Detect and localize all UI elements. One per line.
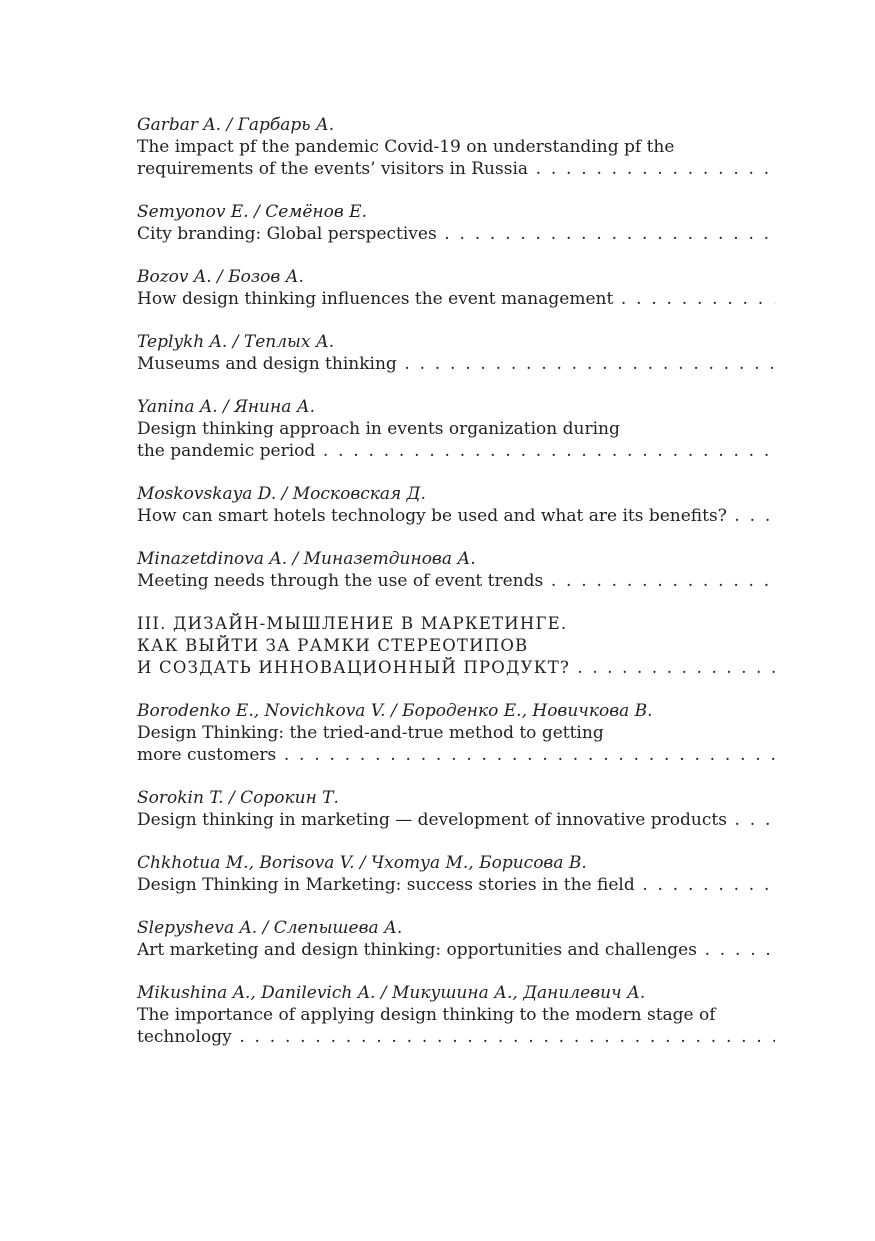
toc-entry-author: Garbar A. / Гарбарь А. — [137, 115, 335, 135]
toc-entry[interactable] — [137, 852, 775, 896]
toc-entry-author: Mikushina A., Danilevich A. / Микушина А., Данилевич А. — [137, 983, 646, 1003]
section-heading-line: КАК ВЫЙТИ ЗА РАМКИ СТЕРЕОТИПОВ — [137, 636, 529, 655]
toc-entry-title-line: Art marketing and design thinking: opportunities and challenges . . . — [137, 939, 775, 961]
section-heading-line: III. ДИЗАЙН-МЫШЛЕНИЕ В МАРКЕТИНГЕ. — [137, 614, 568, 633]
toc-entry-title-line: Design Thinking: the tried-and-true method to getting — [137, 723, 604, 743]
toc-entry-author: Moskovskaya D. / Московская Д. — [137, 484, 426, 504]
toc-entry-title-line: City branding: Global perspectives . . . — [137, 223, 775, 245]
toc-entry-title-line: Design Thinking in Marketing: success stories in the field . . . — [137, 874, 775, 896]
toc-entry[interactable] — [137, 917, 775, 961]
toc-entry-author: Slepysheva A. / Слепышева А. — [137, 918, 403, 938]
toc-entry-title-line: Museums and design thinking . . . — [137, 353, 775, 375]
toc-entry-title-line: Design thinking in marketing — development of innovative products . . . — [137, 809, 775, 831]
toc-entry-title-line: The impact pf the pandemic Covid-19 on understanding pf the — [137, 137, 675, 157]
toc-entry-title-line: the pandemic period . . . — [137, 440, 775, 462]
toc-entry-author: Chkhotua M., Borisova V. / Чхотуа М., Борисова В. — [137, 853, 587, 873]
toc-entry[interactable] — [137, 331, 775, 375]
toc-entry[interactable] — [137, 982, 775, 1048]
toc-entry[interactable] — [137, 700, 775, 766]
toc-entry-author: Teplykh A. / Теплых А. — [137, 332, 335, 352]
toc-entry-title-line: The importance of applying design thinking to the modern stage of — [137, 1005, 716, 1025]
toc-entry-title-line: Design thinking approach in events organization during — [137, 419, 620, 439]
section-heading-line: И СОЗДАТЬ ИННОВАЦИОННЫЙ ПРОДУКТ? . . . — [137, 657, 775, 679]
toc-entry[interactable] — [137, 787, 775, 831]
toc-entry-title-line: How design thinking influences the event management . . . — [137, 288, 775, 310]
toc-entry-title-line: more customers . . . — [137, 744, 775, 766]
toc-entry-title-line: Meeting needs through the use of event trends . . . — [137, 570, 775, 592]
toc-entry-author: Semyonov E. / Семёнов Е. — [137, 202, 367, 222]
toc-entry[interactable] — [137, 114, 775, 180]
toc-entry[interactable] — [137, 266, 775, 310]
toc-entry-title-line: requirements of the events’ visitors in Russia . . . — [137, 158, 775, 180]
table-of-contents — [137, 114, 775, 1069]
toc-entry-title-line: How can smart hotels technology be used and what are its benefits? . . . — [137, 505, 775, 527]
toc-section-heading[interactable] — [137, 613, 775, 679]
toc-entry-author: Bozov A. / Бозов А. — [137, 267, 304, 287]
toc-entry[interactable] — [137, 548, 775, 592]
toc-entry-author: Minazetdinova A. / Миназетдинова А. — [137, 549, 476, 569]
toc-entry[interactable] — [137, 396, 775, 462]
toc-entry[interactable] — [137, 201, 775, 245]
toc-entry-author: Yanina A. / Янина А. — [137, 397, 316, 417]
toc-entry-title-line: technology . . . — [137, 1026, 775, 1048]
toc-entry[interactable] — [137, 483, 775, 527]
toc-entry-author: Sorokin T. / Сорокин Т. — [137, 788, 339, 808]
toc-entry-author: Borodenko E., Novichkova V. / Бороденко Е., Новичкова В. — [137, 701, 653, 721]
